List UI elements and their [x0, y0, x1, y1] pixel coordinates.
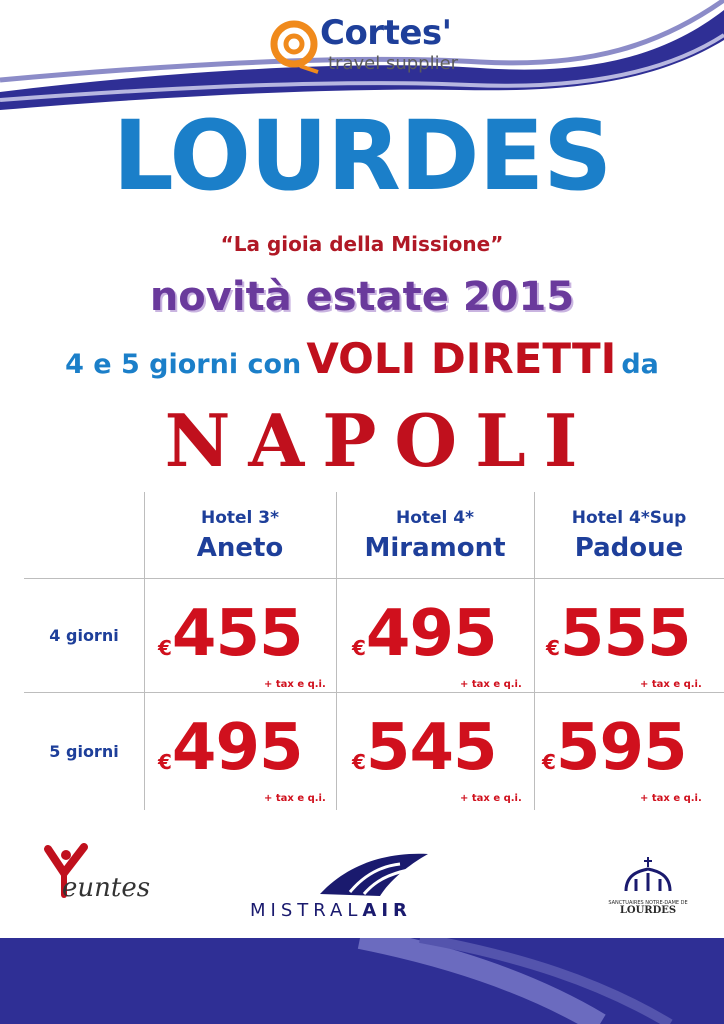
sanctuary-caption: SANCTUAIRES NOTRE-DAME DE: [608, 900, 688, 906]
price-amount: 555: [559, 597, 691, 671]
hotel-category: Hotel 4*: [395, 508, 475, 528]
mistral-bold: AIR: [362, 900, 412, 921]
tax-note: + tax e q.i.: [640, 679, 702, 690]
footer-band: [0, 938, 724, 1024]
price-4d-miramont: [352, 597, 497, 671]
footer-swoosh: [0, 938, 724, 1024]
price-amount: 595: [555, 711, 687, 785]
direct-flights: VOLI DIRETTI: [306, 334, 617, 383]
euntes-wordmark: euntes: [62, 873, 151, 903]
price-amount: 495: [365, 597, 497, 671]
price-amount: 545: [365, 711, 497, 785]
hotel-header-aneto: [144, 510, 336, 561]
currency-symbol: €: [352, 636, 366, 660]
price-4d-aneto: [158, 597, 303, 671]
brand-name: Cortes': [320, 13, 452, 53]
hotel-name: Padoue: [574, 533, 684, 563]
basilica-icon: [618, 855, 678, 895]
departure-city: NAPOLI: [164, 398, 596, 483]
tax-note: + tax e q.i.: [264, 679, 326, 690]
tax-note: + tax e q.i.: [264, 793, 326, 804]
currency-symbol: €: [352, 750, 366, 774]
tax-note: + tax e q.i.: [460, 793, 522, 804]
currency-symbol: €: [158, 636, 172, 660]
price-amount: 495: [171, 711, 303, 785]
currency-symbol: €: [546, 636, 560, 660]
currency-symbol: €: [158, 750, 172, 774]
tagline: “La gioia della Missione”: [220, 232, 504, 256]
from-word: da: [621, 349, 659, 380]
days-line: [0, 334, 724, 383]
brand-logo: [270, 12, 490, 82]
destination-title: LOURDES: [112, 100, 612, 212]
duration-4-days: 4 giorni: [49, 626, 119, 645]
price-5d-miramont: [352, 711, 497, 785]
sanctuary-name: LOURDES: [619, 905, 677, 916]
season-title: novità estate 2015: [149, 274, 575, 320]
hotel-category: Hotel 4*Sup: [571, 508, 687, 528]
hotel-category: Hotel 3*: [200, 508, 280, 528]
hotel-name: Miramont: [364, 533, 506, 563]
swirl-icon: [270, 14, 320, 74]
mistral-light: MISTRAL: [250, 900, 363, 921]
tax-note: + tax e q.i.: [640, 793, 702, 804]
hotel-header-miramont: [336, 510, 534, 561]
mistral-wordmark: [250, 902, 412, 920]
tax-note: + tax e q.i.: [460, 679, 522, 690]
hotel-name: Aneto: [196, 533, 284, 563]
currency-symbol: €: [542, 750, 556, 774]
price-4d-padoue: [546, 597, 691, 671]
price-amount: 455: [171, 597, 303, 671]
euntes-logo: [42, 843, 152, 913]
duration-5-days: 5 giorni: [49, 742, 119, 761]
price-table: [24, 492, 724, 810]
brand-tagline: travel supplier: [328, 53, 459, 74]
days-prefix: 4 e 5 giorni con: [65, 349, 302, 380]
sanctuary-logo: [608, 855, 688, 920]
hotel-header-padoue: [534, 510, 724, 561]
mistral-air-logo: [250, 852, 500, 922]
price-5d-aneto: [158, 711, 303, 785]
price-5d-padoue: [542, 711, 687, 785]
wing-icon: [320, 852, 430, 898]
